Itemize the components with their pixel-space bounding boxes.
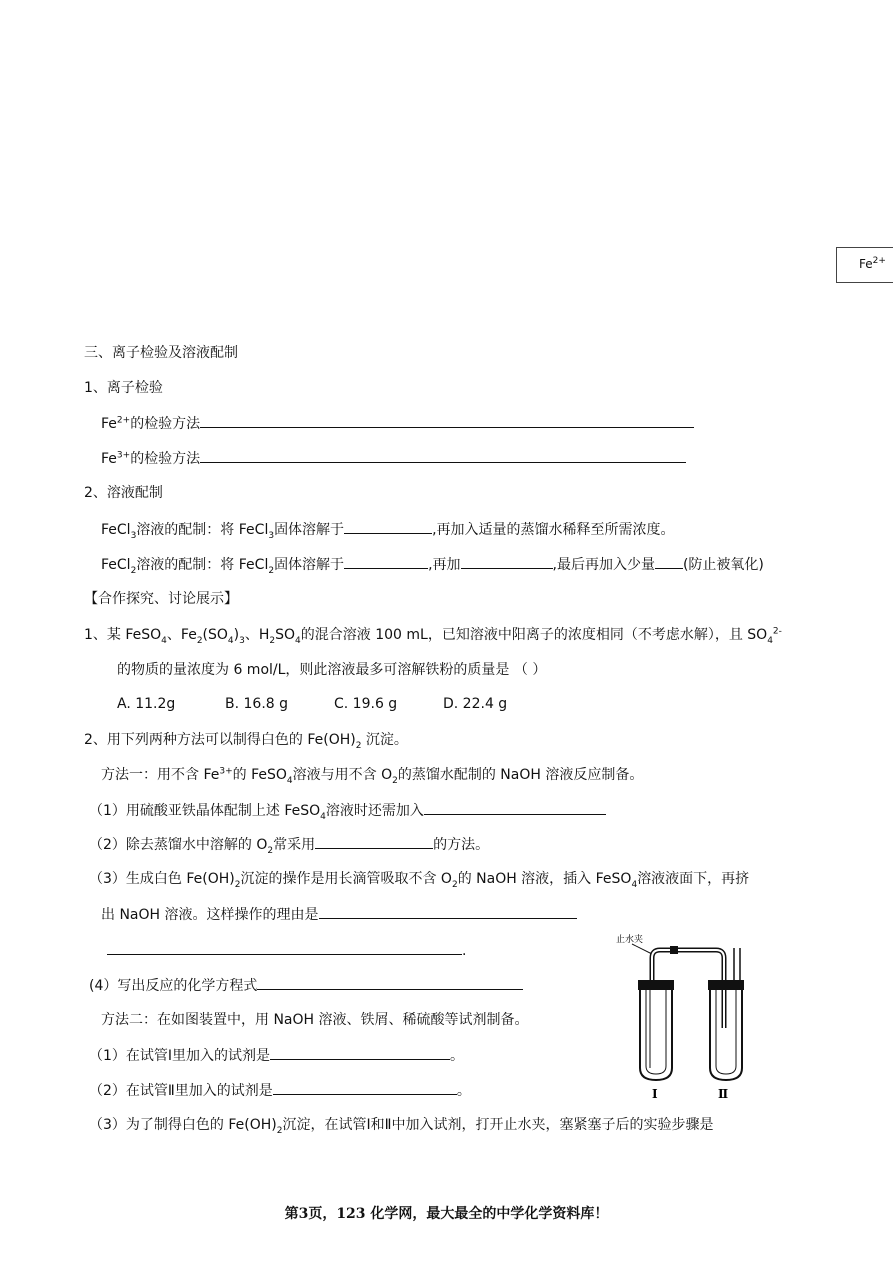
apparatus-figure	[612, 928, 752, 1103]
answer-blank[interactable]	[270, 1045, 450, 1060]
q1-option-a[interactable]: A. 11.2g	[117, 696, 176, 712]
answer-blank[interactable]	[424, 800, 606, 815]
answer-blank[interactable]	[273, 1080, 457, 1095]
answer-blank[interactable]	[200, 448, 686, 463]
q2-part1: （1）用硫酸亚铁晶体配制上述 FeSO$_4$溶液时还需加入	[89, 800, 606, 821]
q2-part4: (4）写出反应的化学方程式	[89, 975, 523, 996]
subsection-solution-prep: 2、溶液配制	[84, 485, 163, 501]
answer-blank[interactable]	[461, 554, 553, 569]
answer-blank[interactable]	[344, 519, 432, 534]
page-footer: 第3页，123 化学网，最大最全的中学化学资料库！	[284, 1206, 609, 1222]
answer-blank[interactable]	[200, 413, 694, 428]
q2-m2-part3: （3）为了制得白色的 $Fe(OH)_2$沉淀，在试管Ⅰ和Ⅱ中加入试剂，打开止水夹，塞紧塞子后的实验步骤是	[89, 1117, 714, 1136]
q1-option-c[interactable]: C. 19.6 g	[334, 696, 398, 712]
subsection-ion-test: 1、离子检验	[84, 380, 163, 396]
stopper-1	[638, 980, 674, 990]
section-title: 三、离子检验及溶液配制	[84, 345, 238, 361]
fecl2-prep-line: FeCl$_2$溶液的配制：将 FeCl$_2$固体溶解于 ,再加 ,最后再加入少量 (防止被氧化)	[101, 554, 764, 575]
q1-option-d[interactable]: D. 22.4 g	[443, 696, 508, 712]
fecl3-prep-line: FeCl$_3$溶液的配制：将 FeCl$_3$固体溶解于 ,再加入适量的蒸馏水稀释至所需浓度。	[101, 519, 675, 540]
clip-label: 止水夹	[616, 935, 644, 945]
tube-2-label: Ⅱ	[718, 1087, 729, 1101]
q2-method1: 方法一：用不含 $Fe^{3+}$的 FeSO$_4$溶液与用不含 $O_2$的蒸馏水配制的 NaOH 溶液反应制备。	[101, 766, 644, 786]
q2-title: 2、用下列两种方法可以制得白色的 $Fe(OH)_2$ 沉淀。	[84, 732, 408, 751]
q2-part3-blank-line: .	[107, 940, 466, 961]
answer-blank[interactable]	[655, 554, 683, 569]
q2-part3: （3）生成白色 $Fe(OH)_2$沉淀的操作是用长滴管吸取不含 $O_2$的 NaOH 溶液，插入 FeSO$_4$溶液液面下，再挤	[89, 871, 750, 890]
q2-part3-cont: 出 NaOH 溶液。这样操作的理由是	[101, 904, 577, 925]
q1-line2: 的物质的量浓度为 6 mol/L，则此溶液最多可溶解铁粉的质量是 （ ）	[117, 662, 547, 678]
fe2-test-line: $Fe^{2+}$的检验方法	[101, 413, 694, 434]
side-tab: $Fe^{2+}$	[836, 247, 893, 283]
q2-method2: 方法二：在如图装置中，用 NaOH 溶液、铁屑、稀硫酸等试剂制备。	[101, 1012, 529, 1028]
q1-option-b[interactable]: B. 16.8 g	[225, 696, 289, 712]
stopper-2	[708, 980, 744, 990]
answer-blank[interactable]	[319, 904, 577, 919]
answer-blank[interactable]	[107, 940, 462, 955]
answer-blank[interactable]	[344, 554, 428, 569]
clip-icon	[670, 946, 678, 954]
coop-title: 【合作探究、讨论展示】	[84, 591, 238, 607]
q1-line1: 1、某 FeSO$_4$、$Fe_2(SO_4)_3$、$H_2SO_4$的混合溶液 100 mL，已知溶液中阳离子的浓度相同（不考虑水解），且 $SO_4^{2-}$	[84, 626, 782, 646]
q2-m2-part1: （1）在试管Ⅰ里加入的试剂是 。	[89, 1045, 464, 1066]
tube-1-label: Ⅰ	[652, 1087, 658, 1101]
q2-m2-part2: （2）在试管Ⅱ里加入的试剂是 。	[89, 1080, 471, 1101]
answer-blank[interactable]	[315, 834, 433, 849]
q2-part2: （2）除去蒸馏水中溶解的 $O_2$常采用 的方法。	[89, 834, 489, 855]
answer-blank[interactable]	[257, 975, 523, 990]
fe3-test-line: $Fe^{3+}$的检验方法	[101, 448, 686, 469]
